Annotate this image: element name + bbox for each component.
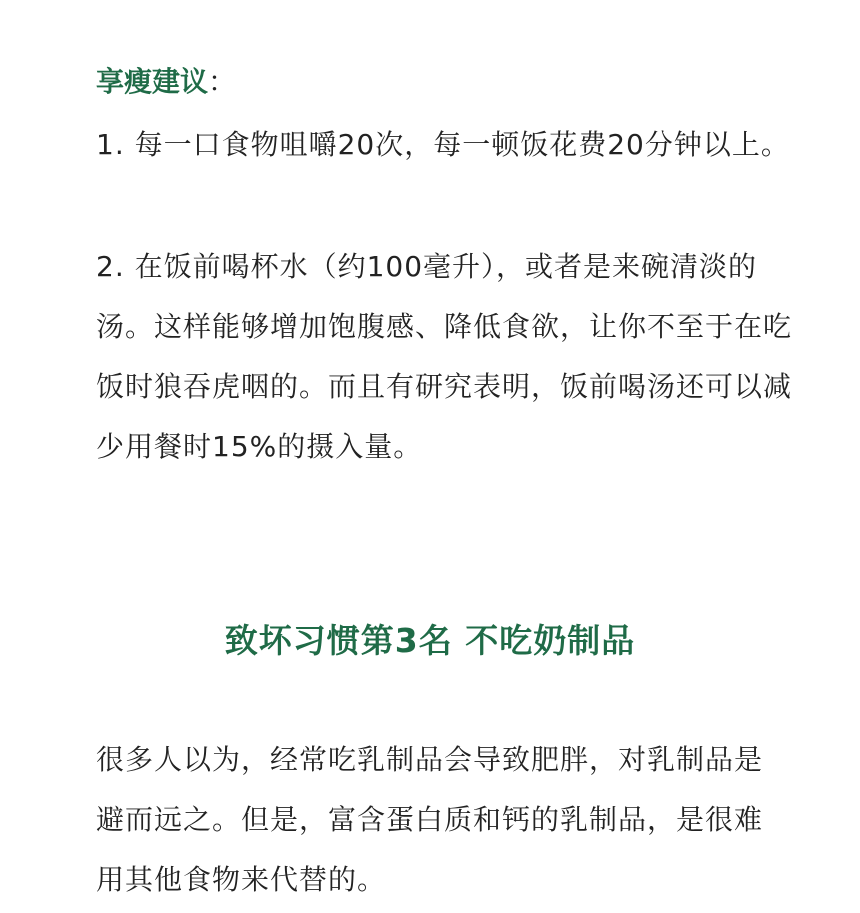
- tip-item-1: 1. 每一口食物咀嚼20次，每一顿饭花费20分钟以上。: [96, 128, 790, 161]
- section-title: 致坏习惯第3名 不吃奶制品: [224, 621, 636, 660]
- tips-heading-label: 享瘦建议: [96, 65, 209, 98]
- tips-heading-colon: ：: [208, 65, 237, 98]
- section-paragraph: 很多人以为，经常吃乳制品会导致肥胖，对乳制品是避而远之。但是，富含蛋白质和钙的乳制品，是很难用其他食物来代替的。: [96, 743, 764, 896]
- tip-item-2: 2. 在饭前喝杯水（约100毫升），或者是来碗清淡的汤。这样能够增加饱腹感、降低食欲，让你不至于在吃饭时狼吞虎咽的。而且有研究表明，饭前喝汤还可以减少用餐时15%的摄入量。: [96, 250, 793, 463]
- tips-heading: [96, 62, 236, 102]
